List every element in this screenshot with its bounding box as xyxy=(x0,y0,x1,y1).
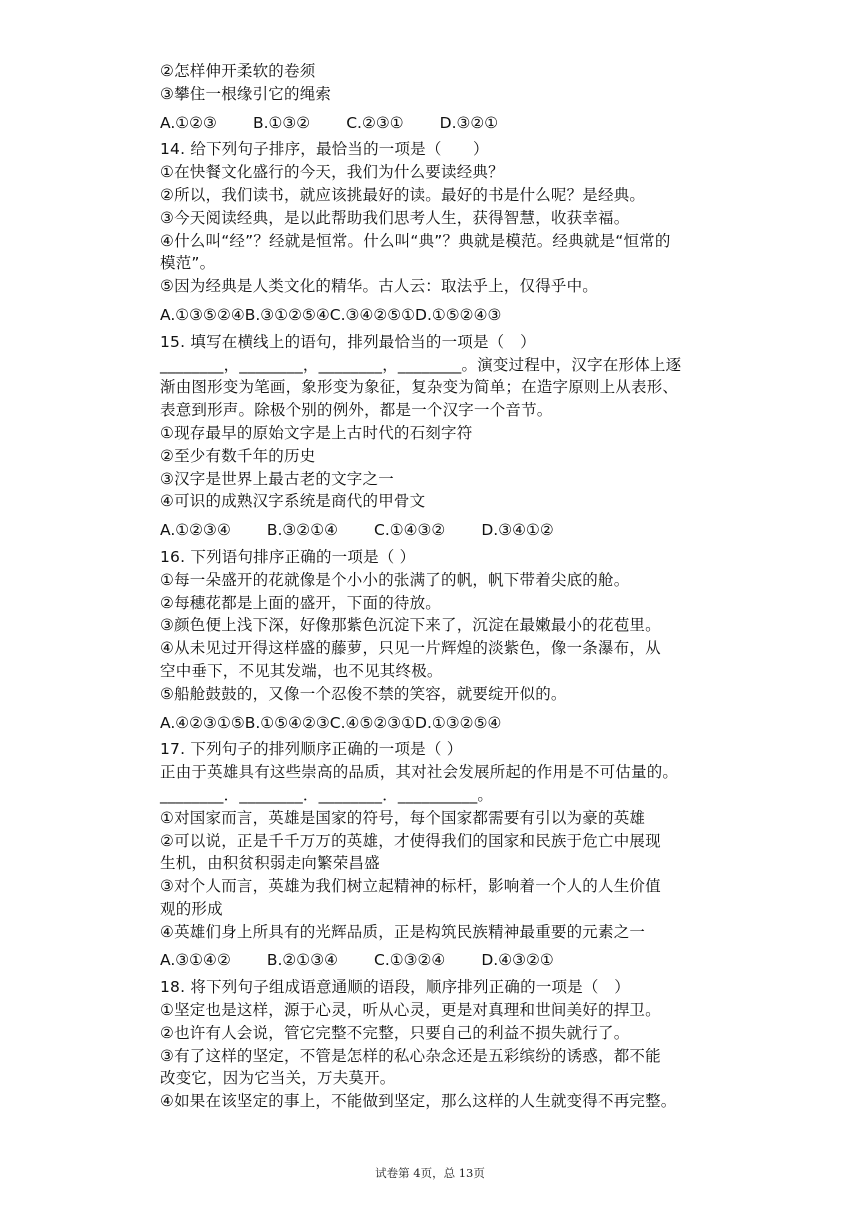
option-d[interactable]: D.③④①② xyxy=(481,521,554,540)
answer-options xyxy=(160,304,740,327)
question-title: 14. 给下列句子排序，最恰当的一项是（ ） xyxy=(160,140,489,159)
sentence-line: ④可识的成熟汉字系统是商代的甲骨文 xyxy=(160,492,426,511)
option-a[interactable]: A.①②③ xyxy=(160,113,217,132)
answer-options xyxy=(160,519,740,542)
sentence-line: ⑤船舱鼓鼓的，又像一个忍俊不禁的笑容，就要绽开似的。 xyxy=(160,684,567,703)
question-16 xyxy=(160,546,740,734)
sentence-line: ②至少有数千年的历史 xyxy=(160,446,316,465)
answer-options xyxy=(160,712,740,735)
option-c[interactable]: C.②③① xyxy=(346,113,404,132)
option-c[interactable]: C.①④③② xyxy=(374,521,446,540)
sentence-line: ⑤因为经典是人类文化的精华。古人云：取法乎上，仅得乎中。 xyxy=(160,277,598,296)
question-17 xyxy=(160,738,740,972)
sentence-line: 渐由图形变为笔画，象形变为象征，复杂变为简单；在造字原则上从表形、 xyxy=(160,378,679,397)
sentence-line: ①每一朵盛开的花就像是个小小的张满了的帆，帆下带着尖底的舱。 xyxy=(160,570,630,589)
option-b[interactable]: B.①③② xyxy=(252,113,311,132)
option-d[interactable]: D.④③②① xyxy=(481,951,554,970)
sentence-line: ②也许有人会说，管它完整不完整，只要自己的利益不损失就行了。 xyxy=(160,1023,630,1042)
sentence-line: 表意到形声。除极个别的例外，都是一个汉字一个音节。 xyxy=(160,401,553,420)
sentence-line: ④英雄们身上所具有的光辉品质，正是构筑民族精神最重要的元素之一 xyxy=(160,922,646,941)
option-a[interactable]: A.④②③①⑤ xyxy=(160,713,245,732)
sentence-line: 空中垂下，不见其发端，也不见其终极。 xyxy=(160,661,443,680)
question-14 xyxy=(160,138,740,326)
option-a[interactable]: A.③①④② xyxy=(160,951,231,970)
sentence-line: ③有了这样的坚定，不管是怎样的私心杂念还是五彩缤纷的诱惑，都不能 xyxy=(160,1046,661,1065)
sentence-line: ③汉字是世界上最古老的文字之一 xyxy=(160,469,394,488)
option-b[interactable]: B.②①③④ xyxy=(266,951,338,970)
option-d[interactable]: D.③②① xyxy=(439,113,499,132)
question-title: 17. 下列句子的排列顺序正确的一项是（ ） xyxy=(160,740,463,759)
option-b[interactable]: B.③①②⑤④ xyxy=(244,305,330,324)
sentence-line: ③颜色便上浅下深，好像那紫色沉淀下来了，沉淀在最嫩最小的花苞里。 xyxy=(160,616,661,635)
sentence-line: ②所以，我们读书，就应该挑最好的读。最好的书是什么呢？是经典。 xyxy=(160,185,646,204)
option-b[interactable]: B.①⑤④②③ xyxy=(244,713,330,732)
question-15 xyxy=(160,331,740,542)
option-d[interactable]: D.①③②⑤④ xyxy=(415,713,502,732)
option-c[interactable]: C.①③②④ xyxy=(374,951,446,970)
sentence-line: ①对国家而言，英雄是国家的符号，每个国家都需要有引以为豪的英雄 xyxy=(160,808,646,827)
option-a[interactable]: A.①②③④ xyxy=(160,521,231,540)
option-c[interactable]: C.④⑤②③① xyxy=(329,713,416,732)
sentence-line: ③攀住一根缘引它的绳索 xyxy=(160,84,332,103)
option-d[interactable]: D.①⑤②④③ xyxy=(415,305,502,324)
question-title: 18. 将下列句子组成语意通顺的语段，顺序排列正确的一项是（ ） xyxy=(160,978,630,997)
sentence-line: ④从未见过开得这样盛的藤萝，只见一片辉煌的淡紫色，像一条瀑布，从 xyxy=(160,639,661,658)
question-18 xyxy=(160,976,740,1113)
sentence-line: 观的形成 xyxy=(160,899,223,918)
sentence-line: 改变它，因为它当关，万夫莫开。 xyxy=(160,1069,396,1088)
sentence-line: ③对个人而言，英雄为我们树立起精神的标杆，影响着一个人的人生价值 xyxy=(160,877,661,896)
sentence-line: ________，________，________，________。演变过程中，汉字在形体上逐 xyxy=(160,355,682,374)
sentence-line: ①坚定也是这样，源于心灵，听从心灵，更是对真理和世间美好的捍卫。 xyxy=(160,1001,661,1020)
page-footer: 试卷第 4页，总 13页 xyxy=(375,1166,485,1180)
exam-page xyxy=(160,60,740,1113)
option-c[interactable]: C.③④②⑤① xyxy=(329,305,416,324)
answer-options xyxy=(160,949,740,972)
sentence-line: 模范”。 xyxy=(160,254,216,273)
sentence-line: 生机，由积贫积弱走向繁荣昌盛 xyxy=(160,854,380,873)
question-title: 15. 填写在横线上的语句，排列最恰当的一项是（ ） xyxy=(160,332,536,351)
answer-options xyxy=(160,112,740,135)
question-13-tail xyxy=(160,60,740,134)
question-title: 16. 下列语句排序正确的一项是（ ） xyxy=(160,547,416,566)
option-b[interactable]: B.③②①④ xyxy=(266,521,338,540)
sentence-line: ①现存最早的原始文字是上古时代的石刻字符 xyxy=(160,423,473,442)
sentence-line: ②怎样伸开柔软的卷须 xyxy=(160,62,316,80)
blank-line: ________．________．________．__________。 xyxy=(160,785,494,804)
sentence-line: 正由于英雄具有这些崇高的品质，其对社会发展所起的作用是不可估量的。 xyxy=(160,763,679,782)
sentence-line: ④如果在该坚定的事上，不能做到坚定，那么这样的人生就变得不再完整。 xyxy=(160,1092,677,1111)
sentence-line: ④什么叫“经”？经就是恒常。什么叫“典”？典就是模范。经典就是“恒常的 xyxy=(160,231,671,250)
sentence-line: ②每穗花都是上面的盛开，下面的待放。 xyxy=(160,593,441,612)
sentence-line: ①在快餐文化盛行的今天，我们为什么要读经典？ xyxy=(160,163,504,182)
sentence-line: ③今天阅读经典，是以此帮助我们思考人生，获得智慧，收获幸福。 xyxy=(160,208,630,227)
option-a[interactable]: A.①③⑤②④ xyxy=(160,305,245,324)
sentence-line: ②可以说，正是千千万万的英雄，才使得我们的国家和民族于危亡中展现 xyxy=(160,831,661,850)
